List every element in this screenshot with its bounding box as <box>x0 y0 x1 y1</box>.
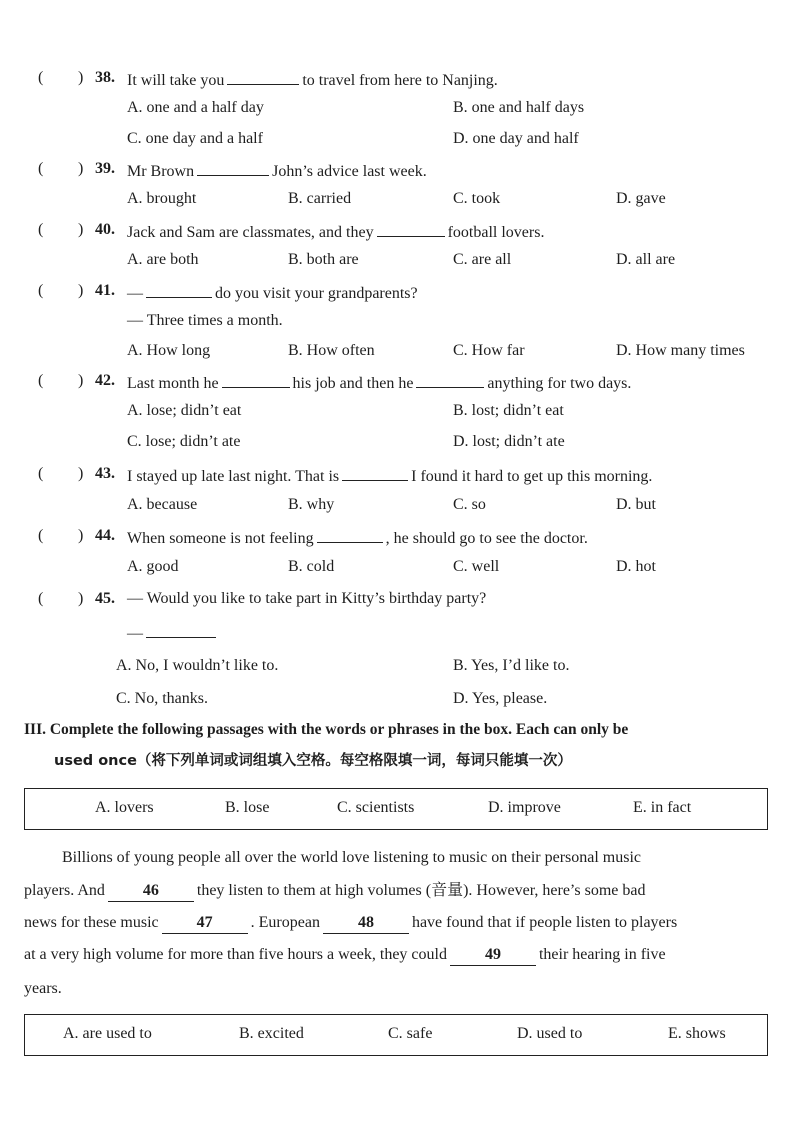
question-text-post: to travel from here to Nanjing. <box>302 72 498 89</box>
bracket-open: ( <box>38 465 44 482</box>
answer-blank <box>197 159 269 176</box>
bracket-open: ( <box>38 69 44 86</box>
bracket-close: ) <box>78 527 84 544</box>
passage-text: players. And <box>24 882 105 899</box>
answer-bracket[interactable] <box>38 68 84 88</box>
question-text-post: , he should go to see the doctor. <box>385 530 588 547</box>
passage-text: they listen to them at high volumes (音量). However, here’s some bad <box>196 882 646 899</box>
question-number: 39. <box>95 160 115 177</box>
answer-blank <box>342 464 408 481</box>
option: C. so <box>453 496 486 513</box>
answer-blank <box>146 621 216 638</box>
passage-text: . European <box>250 914 320 931</box>
section-instructions: used once（将下列单词或词组填入空格。每空格限填一词，每词只能填一次） <box>54 753 572 769</box>
option: C. How far <box>453 342 525 359</box>
option: D. hot <box>616 558 656 575</box>
passage-line: years. <box>24 980 62 997</box>
option: A. because <box>127 496 198 513</box>
word-choice: A. lovers <box>95 799 154 816</box>
option: A. are both <box>127 251 199 268</box>
option: C. one day and a half <box>127 130 263 147</box>
option: C. took <box>453 190 501 207</box>
question-text <box>127 220 544 243</box>
bracket-close: ) <box>78 372 84 389</box>
bracket-open: ( <box>38 221 44 238</box>
question-text <box>127 526 588 549</box>
question-text-pre: Last month he <box>127 375 219 392</box>
word-choice: C. scientists <box>337 799 415 816</box>
question-text-mid: his job and then he <box>292 375 414 392</box>
question-text-post: I found it hard to get up this morning. <box>411 468 653 485</box>
option: C. No, thanks. <box>116 690 208 707</box>
question-text-pre: Jack and Sam are classmates, and they <box>127 224 374 241</box>
question-text-post: John’s advice last week. <box>272 163 427 180</box>
option: B. one and half days <box>453 99 585 116</box>
answer-bracket[interactable] <box>38 159 84 179</box>
reply-dash: — <box>127 625 143 642</box>
answer-blank <box>222 371 290 388</box>
option: A. one and a half day <box>127 99 264 116</box>
bracket-close: ) <box>78 160 84 177</box>
word-box <box>24 1014 768 1056</box>
question-number: 43. <box>95 465 115 482</box>
passage-text: news for these music <box>24 914 159 931</box>
blank-48: 48 <box>323 913 409 934</box>
blank-47: 47 <box>162 913 248 934</box>
blank-46: 46 <box>108 881 194 902</box>
answer-bracket[interactable] <box>38 526 84 546</box>
option: A. good <box>127 558 179 575</box>
passage-line <box>24 913 677 934</box>
bracket-close: ) <box>78 282 84 299</box>
word-choice: D. improve <box>488 799 561 816</box>
answer-blank <box>377 220 445 237</box>
question-number: 45. <box>95 590 115 607</box>
option: D. gave <box>616 190 666 207</box>
bracket-close: ) <box>78 69 84 86</box>
question-text <box>127 464 652 487</box>
question-text: — Would you like to take part in Kitty’s birthday party? <box>127 590 487 607</box>
question-number: 44. <box>95 527 115 544</box>
answer-blank <box>146 281 212 298</box>
word-choice: E. shows <box>668 1025 726 1042</box>
option: D. Yes, please. <box>453 690 548 707</box>
blank-49: 49 <box>450 945 536 966</box>
question-number: 38. <box>95 69 115 86</box>
passage-line <box>24 881 645 902</box>
option: A. No, I wouldn’t like to. <box>116 657 279 674</box>
answer-bracket[interactable] <box>38 464 84 484</box>
bracket-open: ( <box>38 372 44 389</box>
word-box <box>24 788 768 830</box>
word-choice: D. used to <box>517 1025 583 1042</box>
bracket-close: ) <box>78 465 84 482</box>
question-number: 40. <box>95 221 115 238</box>
passage-line <box>24 945 666 966</box>
question-number: 41. <box>95 282 115 299</box>
bracket-close: ) <box>78 221 84 238</box>
option: C. lose; didn’t ate <box>127 433 241 450</box>
option: B. both are <box>288 251 359 268</box>
answer-bracket[interactable] <box>38 220 84 240</box>
answer-blank <box>317 526 383 543</box>
bracket-open: ( <box>38 590 44 607</box>
option: A. brought <box>127 190 197 207</box>
question-text-post: football lovers. <box>447 224 545 241</box>
option: B. lost; didn’t eat <box>453 402 564 419</box>
passage-text: at a very high volume for more than five hours a week, they could <box>24 946 447 963</box>
option: D. but <box>616 496 656 513</box>
option: B. cold <box>288 558 335 575</box>
bracket-open: ( <box>38 527 44 544</box>
answer-bracket[interactable] <box>38 371 84 391</box>
question-text <box>127 281 418 304</box>
option: C. are all <box>453 251 512 268</box>
word-choice: E. in fact <box>633 799 692 816</box>
option: A. How long <box>127 342 211 359</box>
option: B. carried <box>288 190 352 207</box>
word-choice: C. safe <box>388 1025 433 1042</box>
option: D. lost; didn’t ate <box>453 433 565 450</box>
question-text-pre: Mr Brown <box>127 163 195 180</box>
passage-line: Billions of young people all over the world love listening to music on their personal music <box>62 849 642 866</box>
question-text-post: do you visit your grandparents? <box>215 285 418 302</box>
option: C. well <box>453 558 500 575</box>
question-text-pre: — <box>127 285 143 302</box>
bracket-close: ) <box>78 590 84 607</box>
answer-bracket[interactable] <box>38 589 84 609</box>
question-text <box>127 68 498 91</box>
dialogue-reply <box>127 621 219 644</box>
option: D. all are <box>616 251 676 268</box>
option: D. How many times <box>616 342 745 359</box>
word-choice: B. excited <box>239 1025 304 1042</box>
question-text <box>127 159 427 182</box>
answer-blank <box>416 371 484 388</box>
passage-text: their hearing in five <box>538 946 666 963</box>
answer-blank <box>227 68 299 85</box>
answer-bracket[interactable] <box>38 281 84 301</box>
word-choice: B. lose <box>225 799 270 816</box>
passage-text: have found that if people listen to players <box>411 914 678 931</box>
question-number: 42. <box>95 372 115 389</box>
bracket-open: ( <box>38 160 44 177</box>
option: D. one day and half <box>453 130 579 147</box>
dialogue-reply: — Three times a month. <box>127 312 283 329</box>
option: B. why <box>288 496 335 513</box>
question-text <box>127 371 631 394</box>
option: B. How often <box>288 342 375 359</box>
section-title: III. Complete the following passages with the words or phrases in the box. Each can only be <box>24 721 629 738</box>
question-text-post: anything for two days. <box>487 375 632 392</box>
word-choice: A. are used to <box>63 1025 152 1042</box>
option: A. lose; didn’t eat <box>127 402 242 419</box>
bracket-open: ( <box>38 282 44 299</box>
option: B. Yes, I’d like to. <box>453 657 570 674</box>
question-text-pre: I stayed up late last night. That is <box>127 468 340 485</box>
question-text-pre: It will take you <box>127 72 225 89</box>
question-text-pre: When someone is not feeling <box>127 530 314 547</box>
